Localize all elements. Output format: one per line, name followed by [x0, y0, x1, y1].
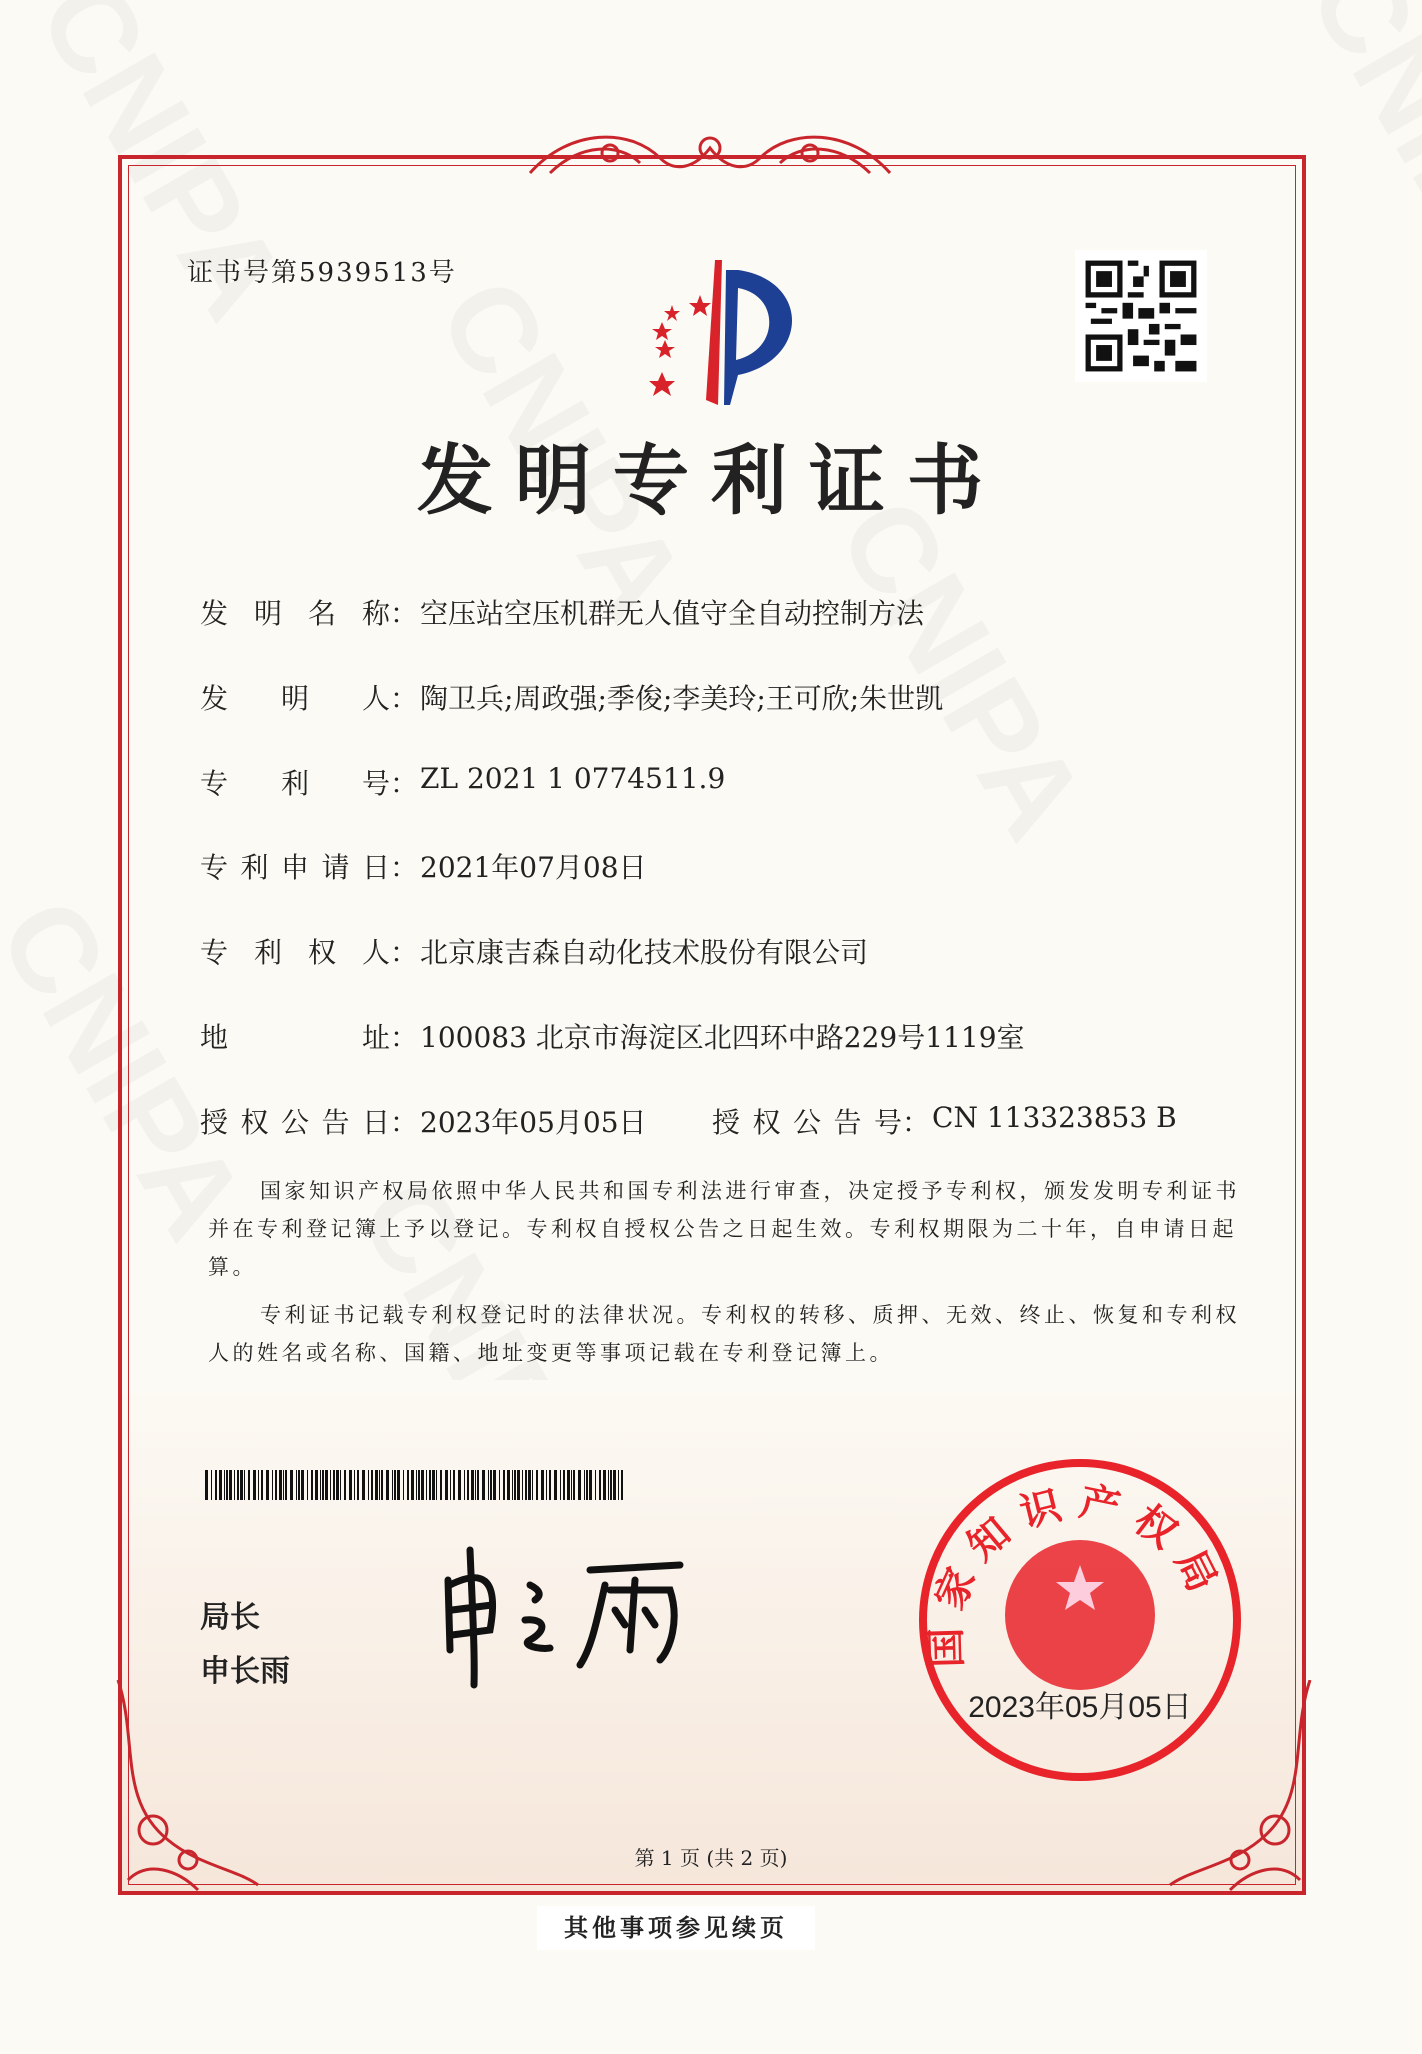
field-invention-name: 发 明 名 称 ： 空压站空压机群无人值守全自动控制方法 — [200, 597, 925, 630]
field-inventors: 发 明 人 ： 陶卫兵;周政强;季俊;李美玲;王可欣;朱世凯 — [200, 682, 944, 715]
certificate-number: 证书号第5939513号 — [187, 258, 457, 288]
director-name: 申长雨 — [200, 1654, 290, 1689]
field-patent-number: 专 利 号 ： ZL 2021 1 0774511.9 — [200, 762, 726, 800]
field-address: 地 址 ： 100083 北京市海淀区北四环中路229号1119室 — [200, 1021, 1025, 1054]
paragraph-grant: 国家知识产权局依照中华人民共和国专利法进行审查，决定授予专利权，颁发发明专利证书并在专利登记簿上予以登记。专利权自授权公告之日起生效。专利权期限为二十年，自申请日起算。 — [208, 1179, 1240, 1279]
seal-date: 2023年05月05日 — [968, 1691, 1192, 1724]
paragraph-legal-status: 专利证书记载专利权登记时的法律状况。专利权的转移、质押、无效、终止、恢复和专利权人的姓名或名称、国籍、地址变更等事项记载在专利登记簿上。 — [208, 1303, 1240, 1365]
national-emblem-icon — [1005, 1540, 1155, 1690]
field-patentee: 专 利 权 人 ： 北京康吉森自动化技术股份有限公司 — [200, 936, 869, 969]
continued-note: 其他事项参见续页 — [537, 1906, 815, 1950]
official-seal — [915, 1455, 1245, 1785]
page-number: 第 1 页 (共 2 页) — [634, 1846, 788, 1870]
cnipa-logo — [610, 250, 820, 410]
svg-text:国家知识产权局: 国家知识产权局 — [923, 1478, 1232, 1669]
field-grant-pub-number: 授 权 公 告 号 ： CN 113323853 B — [712, 1101, 1177, 1139]
field-application-date: 专 利 申 请 日 ： 2021年07月08日 — [200, 851, 647, 884]
certificate-title: 发明专利证书 — [417, 436, 1005, 525]
director-title: 局长 — [200, 1600, 260, 1635]
qr-code — [1075, 250, 1207, 382]
barcode — [205, 1470, 625, 1500]
top-ornament — [510, 118, 910, 188]
field-grant-date: 授 权 公 告 日 ： 2023年05月05日 — [200, 1106, 647, 1139]
director-signature — [430, 1540, 730, 1690]
